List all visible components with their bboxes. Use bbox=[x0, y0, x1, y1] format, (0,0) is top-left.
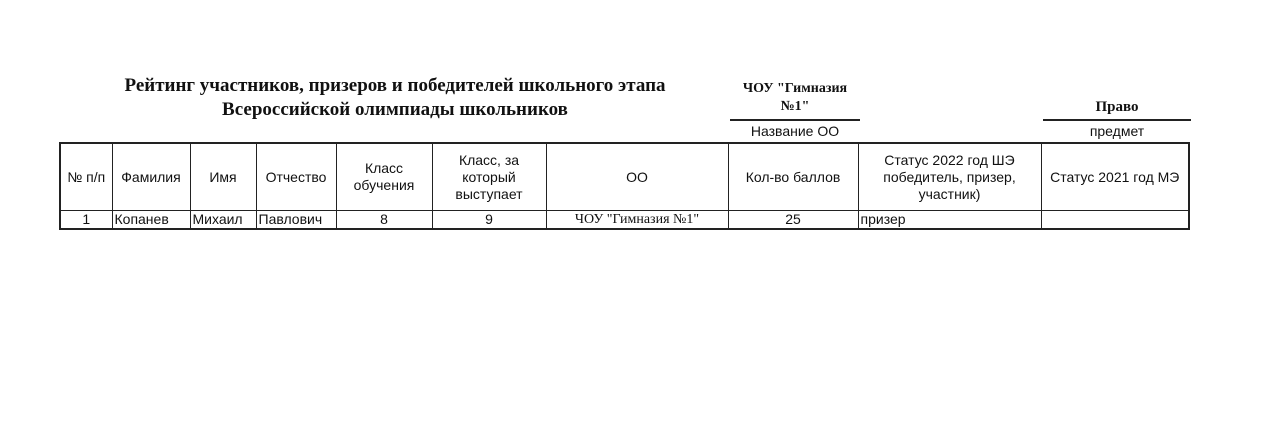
cell-name: Михаил bbox=[190, 211, 256, 230]
cell-score: 25 bbox=[728, 211, 858, 230]
cell-competing-grade: 9 bbox=[432, 211, 546, 230]
col-header-score: Кол-во баллов bbox=[728, 143, 858, 211]
cell-school: ЧОУ "Гимназия №1" bbox=[546, 211, 728, 230]
organization-name bbox=[730, 80, 860, 116]
rating-table bbox=[59, 142, 1190, 230]
cell-status-2022: призер bbox=[858, 211, 1041, 230]
col-header-competing-grade: Класс, за который выступает bbox=[432, 143, 546, 211]
cell-patronymic: Павлович bbox=[256, 211, 336, 230]
org-line-2: №1" bbox=[780, 99, 810, 114]
col-header-patronymic: Отчество bbox=[256, 143, 336, 211]
subject-caption: предмет bbox=[1089, 123, 1145, 139]
col-header-status-2021: Статус 2021 год МЭ bbox=[1041, 143, 1189, 211]
col-header-name: Имя bbox=[190, 143, 256, 211]
document-title bbox=[60, 74, 730, 122]
cell-status-2021 bbox=[1041, 211, 1189, 230]
cell-surname: Копанев bbox=[112, 211, 190, 230]
col-header-number: № п/п bbox=[60, 143, 112, 211]
table-header-row bbox=[60, 143, 1189, 211]
title-line-1: Рейтинг участников, призеров и победителей школьного этапа bbox=[124, 75, 666, 96]
org-line-1: ЧОУ "Гимназия bbox=[742, 81, 848, 96]
col-header-status-2022: Статус 2022 год ШЭ победитель, призер, участник) bbox=[858, 143, 1041, 211]
subject-underline bbox=[1043, 119, 1191, 121]
org-underline bbox=[730, 119, 860, 121]
col-header-grade: Класс обучения bbox=[336, 143, 432, 211]
col-header-surname: Фамилия bbox=[112, 143, 190, 211]
table-row bbox=[60, 211, 1189, 230]
cell-number: 1 bbox=[60, 211, 112, 230]
org-caption: Название ОО bbox=[750, 123, 840, 139]
cell-grade: 8 bbox=[336, 211, 432, 230]
subject-name: Право bbox=[1095, 99, 1139, 115]
title-line-2: Всероссийской олимпиады школьников bbox=[222, 99, 568, 120]
col-header-school: ОО bbox=[546, 143, 728, 211]
